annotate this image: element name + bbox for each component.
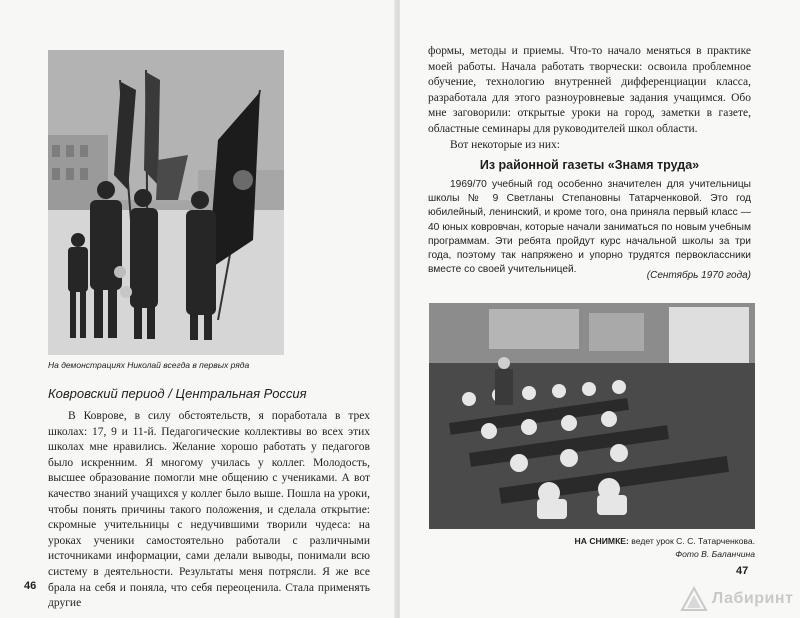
caption-text: ведет урок С. С. Татарченкова. (631, 536, 755, 546)
newspaper-date: (Сентябрь 1970 года) (646, 270, 751, 281)
labirint-watermark (680, 586, 793, 612)
classroom-photo-caption (429, 535, 755, 561)
labirint-logo-icon (680, 586, 708, 612)
caption-lead: НА СНИМКЕ: (574, 536, 629, 546)
classroom-photo (429, 303, 755, 529)
right-body-paragraph: формы, методы и приемы. Что-то начало меняться в практике моей работы. Начала работать творчески: освоила проблемное обучение, технологию внутренней дифференциации класса, разработала для этого разноуровневые задания учащимся. Обо мне заговорили: открытые уроки на город, заметки в газете, областные семинары для руководителей школ области. (428, 45, 751, 135)
demonstration-photo-art (48, 50, 284, 355)
watermark-text: Лабиринт (712, 590, 794, 607)
demonstration-photo (48, 50, 284, 355)
left-body-text: В Коврове, в силу обстоятельств, я поработала в трех школах: 17, 9 и 11-й. Педагогические коллективы во всех этих школах мне нравились. Желание хорошо работать у педагогов было искренним. Я многому училась у коллег. Молодость, высшее образование помогли мне общению с учениками. А вот качество знаний учащихся у коллег было выше. Пошла на уроки, чтобы понять причины такого положения, и сделала открытие: скромные учительницы с недучившими творили чудеса: на уроках ученики самостоятельно работали с различными источниками информации, сами делали выводы, понимали всю систему в деятельности. Результаты меня потрясли. Я же все брала на себя и поняла, что себя переоценила. Стала применять другие (48, 410, 370, 610)
left-photo-caption: На демонстрациях Николай всегда в первых ряда (48, 360, 250, 370)
section-heading: Ковровский период / Центральная Россия (48, 386, 307, 401)
right-body-text (428, 44, 751, 153)
page-number-left: 46 (24, 580, 37, 592)
newspaper-excerpt: 1969/70 учебный год особенно значителен для учительницы школы № 9 Светланы Степановны Татарченковой. Это год юбилейный, ленинский, и кроме того, она приняла первый класс — 40 юных ковровчан, которые начали заниматься по новым учебным программам. Эти ребята пройдут курс начальной школы за три года, поэтому так напряжено и упорно трудятся первоклассники вместе со своей учительницей. (428, 179, 751, 276)
newspaper-title: Из районной газеты «Знамя труда» (479, 158, 700, 172)
intro-line: Вот некоторые из них: (450, 138, 560, 151)
left-page (0, 0, 396, 618)
classroom-photo-art (429, 303, 755, 529)
page-number-right: 47 (736, 565, 749, 577)
photo-credit: Фото В. Баланчина (675, 549, 755, 559)
